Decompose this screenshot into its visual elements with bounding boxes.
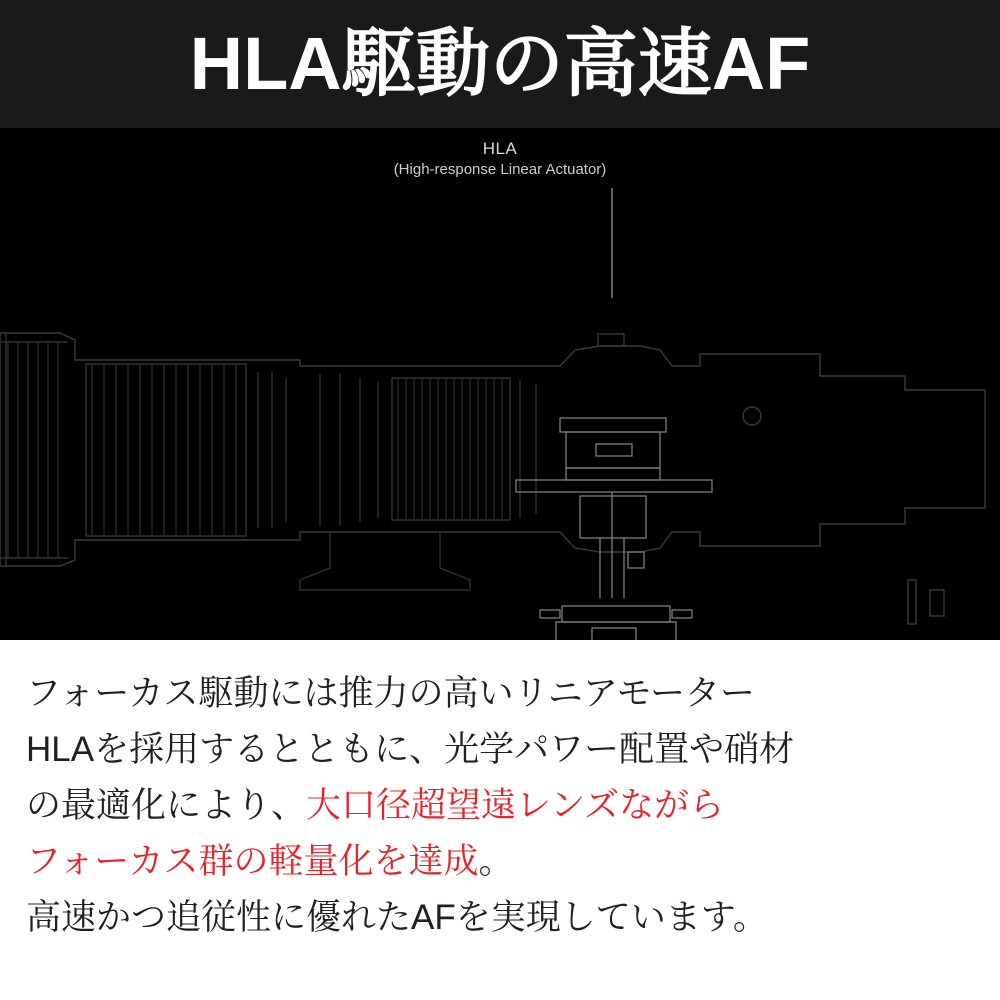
- hood-ribs: [8, 342, 58, 558]
- mount-ring: [908, 580, 916, 624]
- tripod-collar-foot: [300, 532, 470, 590]
- title-banner: [0, 0, 1000, 128]
- barrel-outline: [0, 333, 985, 566]
- hla-lower-core: [592, 628, 636, 640]
- hla-lower-yoke: [562, 606, 670, 622]
- internal-elements: [258, 372, 286, 528]
- caption-line-4-plain: 。: [478, 842, 514, 881]
- caption-line-3: [26, 778, 974, 834]
- hla-upper-core: [596, 444, 632, 456]
- hla-upper-body: [566, 432, 660, 468]
- zoom-ring-grip: [398, 378, 502, 520]
- hla-ear-right: [672, 610, 692, 618]
- page-title: HLA駆動の高速AF: [189, 22, 811, 105]
- hla-coil-mount: [566, 468, 660, 480]
- hla-callout-sublabel: (High-response Linear Actuator): [393, 161, 607, 178]
- screw-detail: [743, 407, 761, 425]
- hla-lower-body: [556, 622, 676, 640]
- caption-line-3-highlight: 大口径超望遠レンズながら: [306, 786, 725, 825]
- focus-ring-grip: [92, 364, 236, 536]
- caption-line-5: 高速かつ追従性に優れたAFを実現しています。: [26, 898, 768, 937]
- caption-line-4-highlight: フォーカス群の軽量化を達成: [26, 842, 479, 881]
- caption-line-2: HLAを採用するとともに、光学パワー配置や硝材: [26, 730, 795, 769]
- lens-cutaway-diagram: [0, 128, 1000, 640]
- caption-line-4: [26, 834, 974, 890]
- top-bump: [598, 334, 624, 346]
- hla-ear-left: [540, 610, 560, 618]
- hla-flange: [516, 480, 712, 492]
- hood-lip: [0, 333, 6, 566]
- hla-actuator-assembly: [516, 418, 712, 640]
- hla-upper-yoke: [560, 418, 666, 432]
- caption-line-1: フォーカス駆動には推力の高いリニアモーター: [26, 674, 756, 713]
- caption-block: [0, 648, 1000, 1000]
- caption-line-3-plain: の最適化により、: [26, 786, 307, 825]
- hla-slider: [580, 496, 646, 538]
- hla-callout-label: HLA: [482, 139, 518, 158]
- focus-ring-band: [86, 364, 246, 536]
- lens-outline-drawing: [0, 128, 1000, 640]
- zoom-ring-band: [392, 378, 510, 520]
- hla-sensor-block: [628, 552, 644, 568]
- mount-tab: [930, 590, 944, 616]
